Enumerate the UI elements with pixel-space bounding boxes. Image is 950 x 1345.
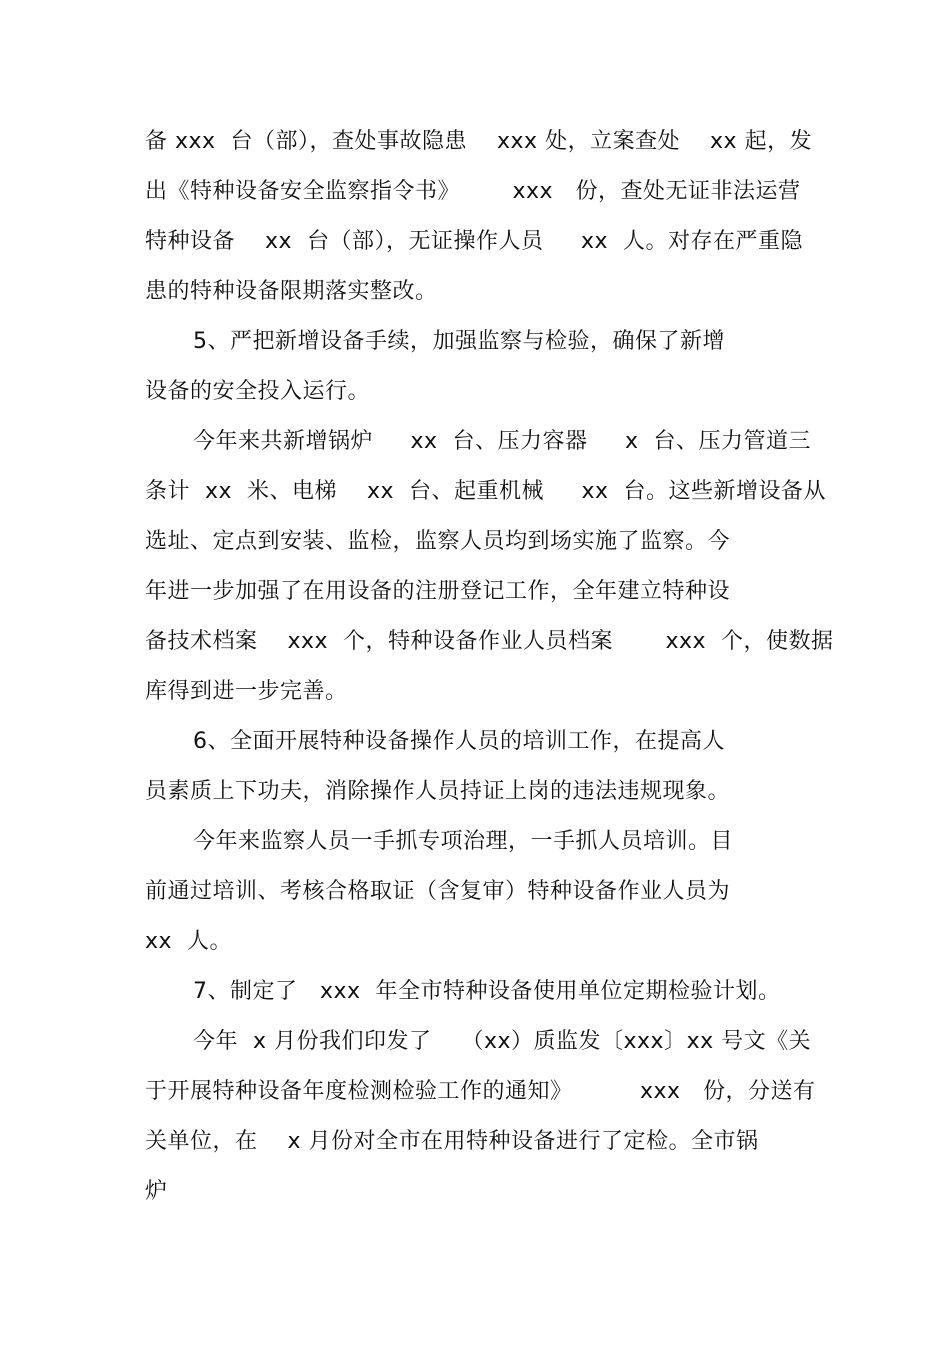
text-line: xx 人。 <box>145 929 233 954</box>
section-heading: 7、制定了 xxx 年全市特种设备使用单位定期检验计划。 <box>193 979 781 1004</box>
text-line: 备 xxx 台（部），查处事故隐患 xxx 处，立案查处 xx 起，发 <box>145 129 813 154</box>
section-heading: 5、严把新增设备手续，加强监察与检验，确保了新增 <box>193 329 725 354</box>
text-line: 患的特种设备限期落实整改。 <box>145 279 438 304</box>
text-line: 设备的安全投入运行。 <box>145 379 371 404</box>
text-line: 备技术档案 xxx 个，特种设备作业人员档案 xxx 个，使数据 <box>145 629 834 654</box>
text-line: 前通过培训、考核合格取证（含复审）特种设备作业人员为 <box>145 879 731 904</box>
text-line: 库得到进一步完善。 <box>145 679 348 704</box>
section-heading: 6、全面开展特种设备操作人员的培训工作，在提高人 <box>193 729 725 754</box>
text-line: 选址、定点到安装、监检，监察人员均到场实施了监察。今 <box>145 529 731 554</box>
text-line: 出《特种设备安全监察指令书》 xxx 份，查处无证非法运营 <box>145 179 801 204</box>
text-line: 特种设备 xx 台（部），无证操作人员 xx 人。对存在严重隐 <box>145 229 803 254</box>
text-line: 年进一步加强了在用设备的注册登记工作，全年建立特种设 <box>145 579 731 604</box>
text-line: 今年来监察人员一手抓专项治理，一手抓人员培训。目 <box>193 829 734 854</box>
text-line: 今年 x 月份我们印发了 （xx）质监发〔xxx〕xx 号文《关 <box>193 1029 812 1054</box>
text-line: 今年来共新增锅炉 xx 台、压力容器 x 台、压力管道三 <box>193 429 811 454</box>
text-line: 于开展特种设备年度检测检验工作的通知》 xxx 份，分送有 <box>145 1079 816 1104</box>
text-line: 条计 xx 米、电梯 xx 台、起重机械 xx 台。这些新增设备从 <box>145 479 827 504</box>
text-line: 炉 <box>145 1179 168 1204</box>
text-line: 关单位，在 x 月份对全市在用特种设备进行了定检。全市锅 <box>145 1129 759 1154</box>
text-line: 员素质上下功夫，消除操作人员持证上岗的违法违规现象。 <box>145 779 731 804</box>
